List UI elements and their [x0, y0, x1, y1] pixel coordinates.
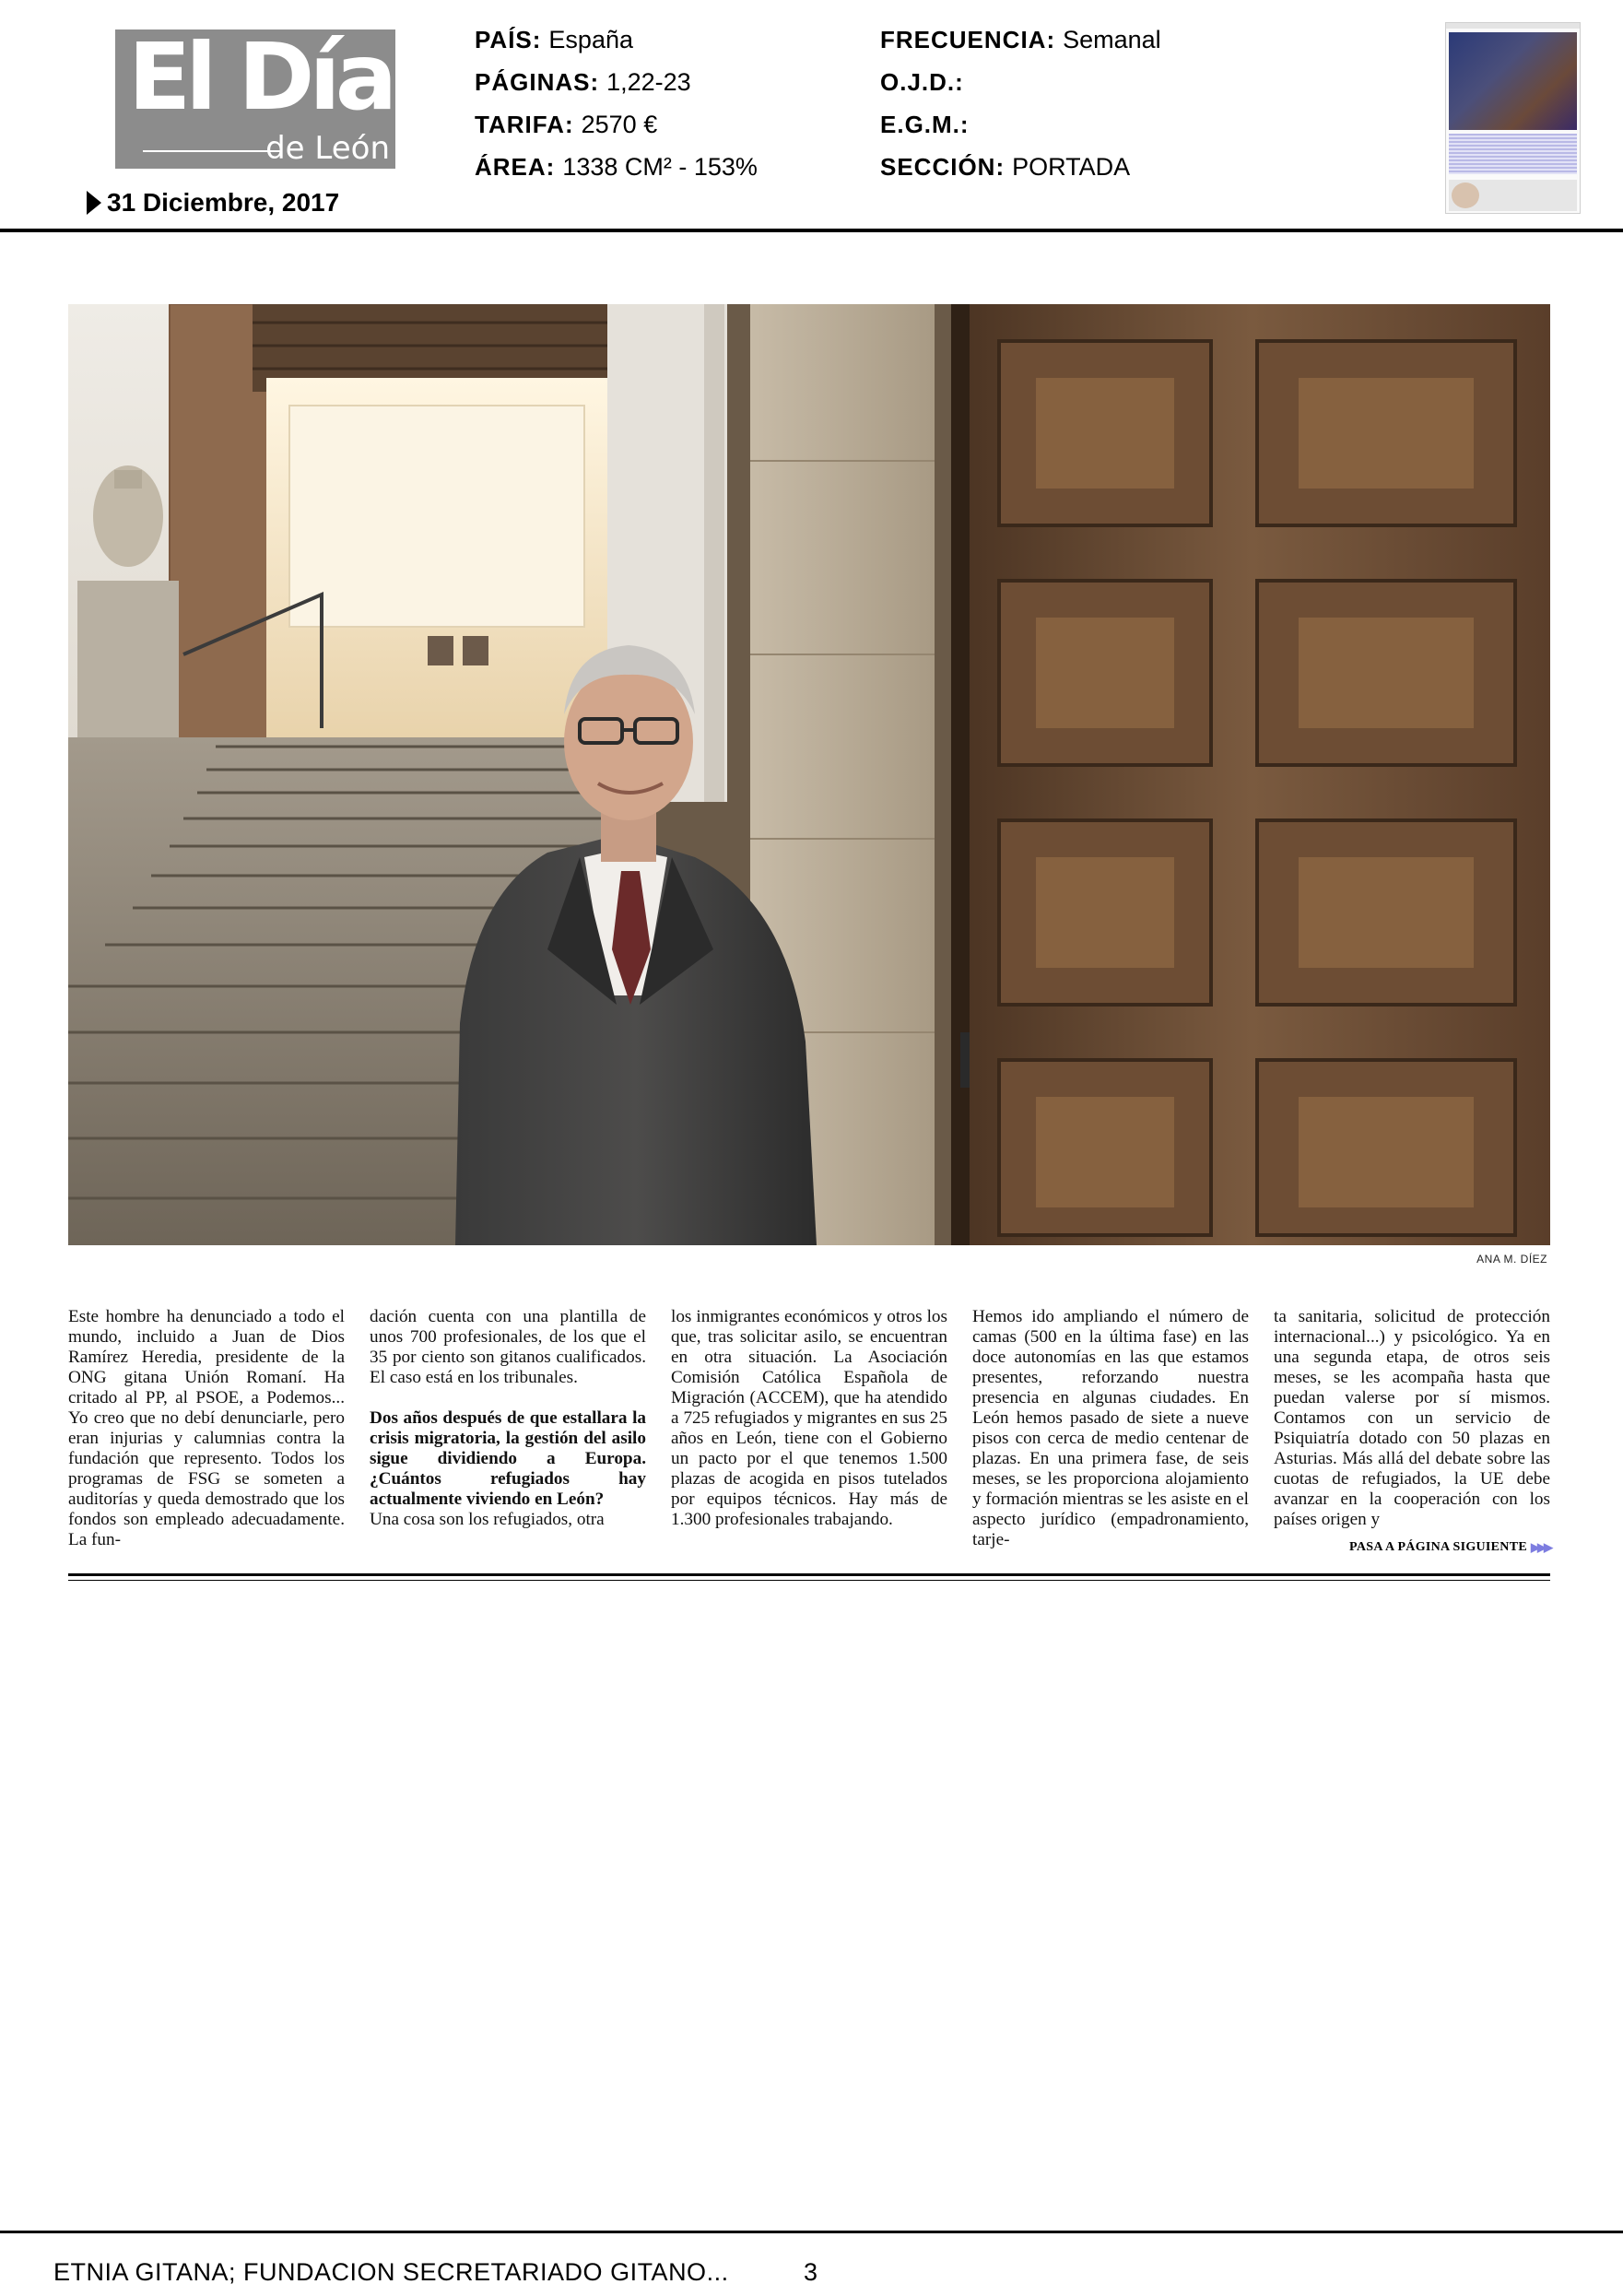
paragraph: ta sanitaria, solicitud de protección internacional...) y psicológico. Ya en una segunda etapa, de otros seis meses, se les acompaña hasta que puedan valerse por sí mismos. Contamos con un servicio de Psiquiatría dotado con 50 plazas en Asturias. Más allá del debate sobre las cuotas de refugiados, la UE debe avanzar en la cooperación con los países origen y — [1274, 1307, 1550, 1529]
meta-column-right — [880, 18, 1161, 188]
meta-value: España — [548, 25, 633, 53]
meta-value: 2570 € — [581, 110, 658, 138]
paragraph: dación cuenta con una plantilla de unos 700 profesionales, de los que el 35 por ciento son gitanos cualificados. El caso está en los tribunales. — [370, 1307, 646, 1387]
meta-seccion — [880, 146, 1161, 188]
article-column-2 — [370, 1307, 646, 1560]
meta-tarifa — [475, 103, 758, 146]
article-photo — [68, 304, 1550, 1245]
photo-credit: ANA M. DÍEZ — [1476, 1253, 1547, 1266]
logo-main-text: El Día — [128, 29, 393, 131]
photo-illustration — [68, 304, 1550, 1245]
meta-pais — [475, 18, 758, 61]
footer-rule — [0, 2231, 1623, 2233]
meta-label: PAÍS: — [475, 25, 542, 53]
article-column-3 — [671, 1307, 947, 1560]
article-end-rule — [68, 1573, 1550, 1576]
meta-value: PORTADA — [1012, 152, 1131, 181]
meta-label: TARIFA: — [475, 110, 574, 138]
article-end-rule-thin — [68, 1580, 1550, 1581]
article-column-1 — [68, 1307, 345, 1560]
header-rule — [0, 229, 1623, 232]
meta-label: SECCIÓN: — [880, 152, 1006, 181]
paragraph: Hemos ido ampliando el número de camas (500 en la última fase) en las doce autonomías en las que estamos presentes, reforzando nuestra presencia en algunas ciudades. En León hemos pasado de siete a nueve pisos con cerca de medio centenar de plazas. En una primera fase, de seis meses, se les proporciona alojamiento y formación mientras se les asiste en el aspecto jurídico (empadronamiento, tarje- — [972, 1307, 1249, 1549]
masthead-logo — [115, 29, 395, 169]
paragraph: los inmigrantes económicos y otros los que, tras solicitar asilo, se encuentran en otra situación. La Asociación Comisión Católica Española de Migración (ACCEM), que ha atendido a 725 refugiados y migrantes en sus 25 años en León, tiene con el Gobierno un pacto por el que tenemos 1.500 plazas de acogida en pisos tutelados por equipos técnicos. Hay más de 1.300 profesionales trabajando. — [671, 1307, 947, 1529]
logo-sub-text: de León — [265, 130, 390, 167]
interview-question: Dos años después de que estallara la crisis migratoria, la gestión del asilo sigue dividiendo a Europa. ¿Cuántos refugiados hay actualmente viviendo en León? — [370, 1408, 646, 1509]
meta-column-left — [475, 18, 758, 188]
meta-label: O.J.D.: — [880, 67, 964, 96]
meta-ojd — [880, 61, 1161, 103]
meta-value: 1,22-23 — [606, 67, 691, 96]
meta-area — [475, 146, 758, 188]
publication-date-text: 31 Diciembre, 2017 — [107, 188, 340, 217]
meta-frecuencia — [880, 18, 1161, 61]
thumbnail-photo — [1449, 32, 1577, 130]
meta-label: FRECUENCIA: — [880, 25, 1056, 53]
meta-value: Semanal — [1063, 25, 1161, 53]
meta-value: 1338 CM² - 153% — [562, 152, 758, 181]
triangle-right-icon — [87, 191, 101, 215]
meta-label: PÁGINAS: — [475, 67, 600, 96]
article-column-5 — [1274, 1307, 1550, 1560]
meta-egm — [880, 103, 1161, 146]
continue-label: PASA A PÁGINA SIGUIENTE — [1349, 1540, 1527, 1554]
thumbnail-text — [1449, 134, 1577, 174]
continue-next-page — [1349, 1537, 1550, 1558]
article-column-4 — [972, 1307, 1249, 1560]
meta-label: ÁREA: — [475, 152, 556, 181]
meta-paginas — [475, 61, 758, 103]
footer-topic: ETNIA GITANA; FUNDACION SECRETARIADO GITANO... — [53, 2258, 729, 2286]
paragraph: Este hombre ha denunciado a todo el mundo, incluido a Juan de Dios Ramírez Heredia, presidente de la ONG gitana Unión Romaní. Ha critado al PP, al PSOE, a Podemos... Yo creo que no debí denunciarle, pero eran injurias y calumnias contra la fundación que represento. Todos los programas de FSG se someten a auditorías y queda demostrado que los fondos son empleado adecuadamente. La fun- — [68, 1307, 345, 1549]
page-thumbnail — [1445, 22, 1581, 214]
article-body — [68, 1307, 1550, 1560]
triple-arrow-icon: ▶▶▶ — [1531, 1540, 1550, 1554]
publication-date — [87, 187, 339, 218]
footer-page-number: 3 — [804, 2258, 818, 2286]
paragraph: Una cosa son los refugiados, otra — [370, 1510, 605, 1529]
meta-label: E.G.M.: — [880, 110, 970, 138]
logo-rule — [143, 150, 281, 152]
